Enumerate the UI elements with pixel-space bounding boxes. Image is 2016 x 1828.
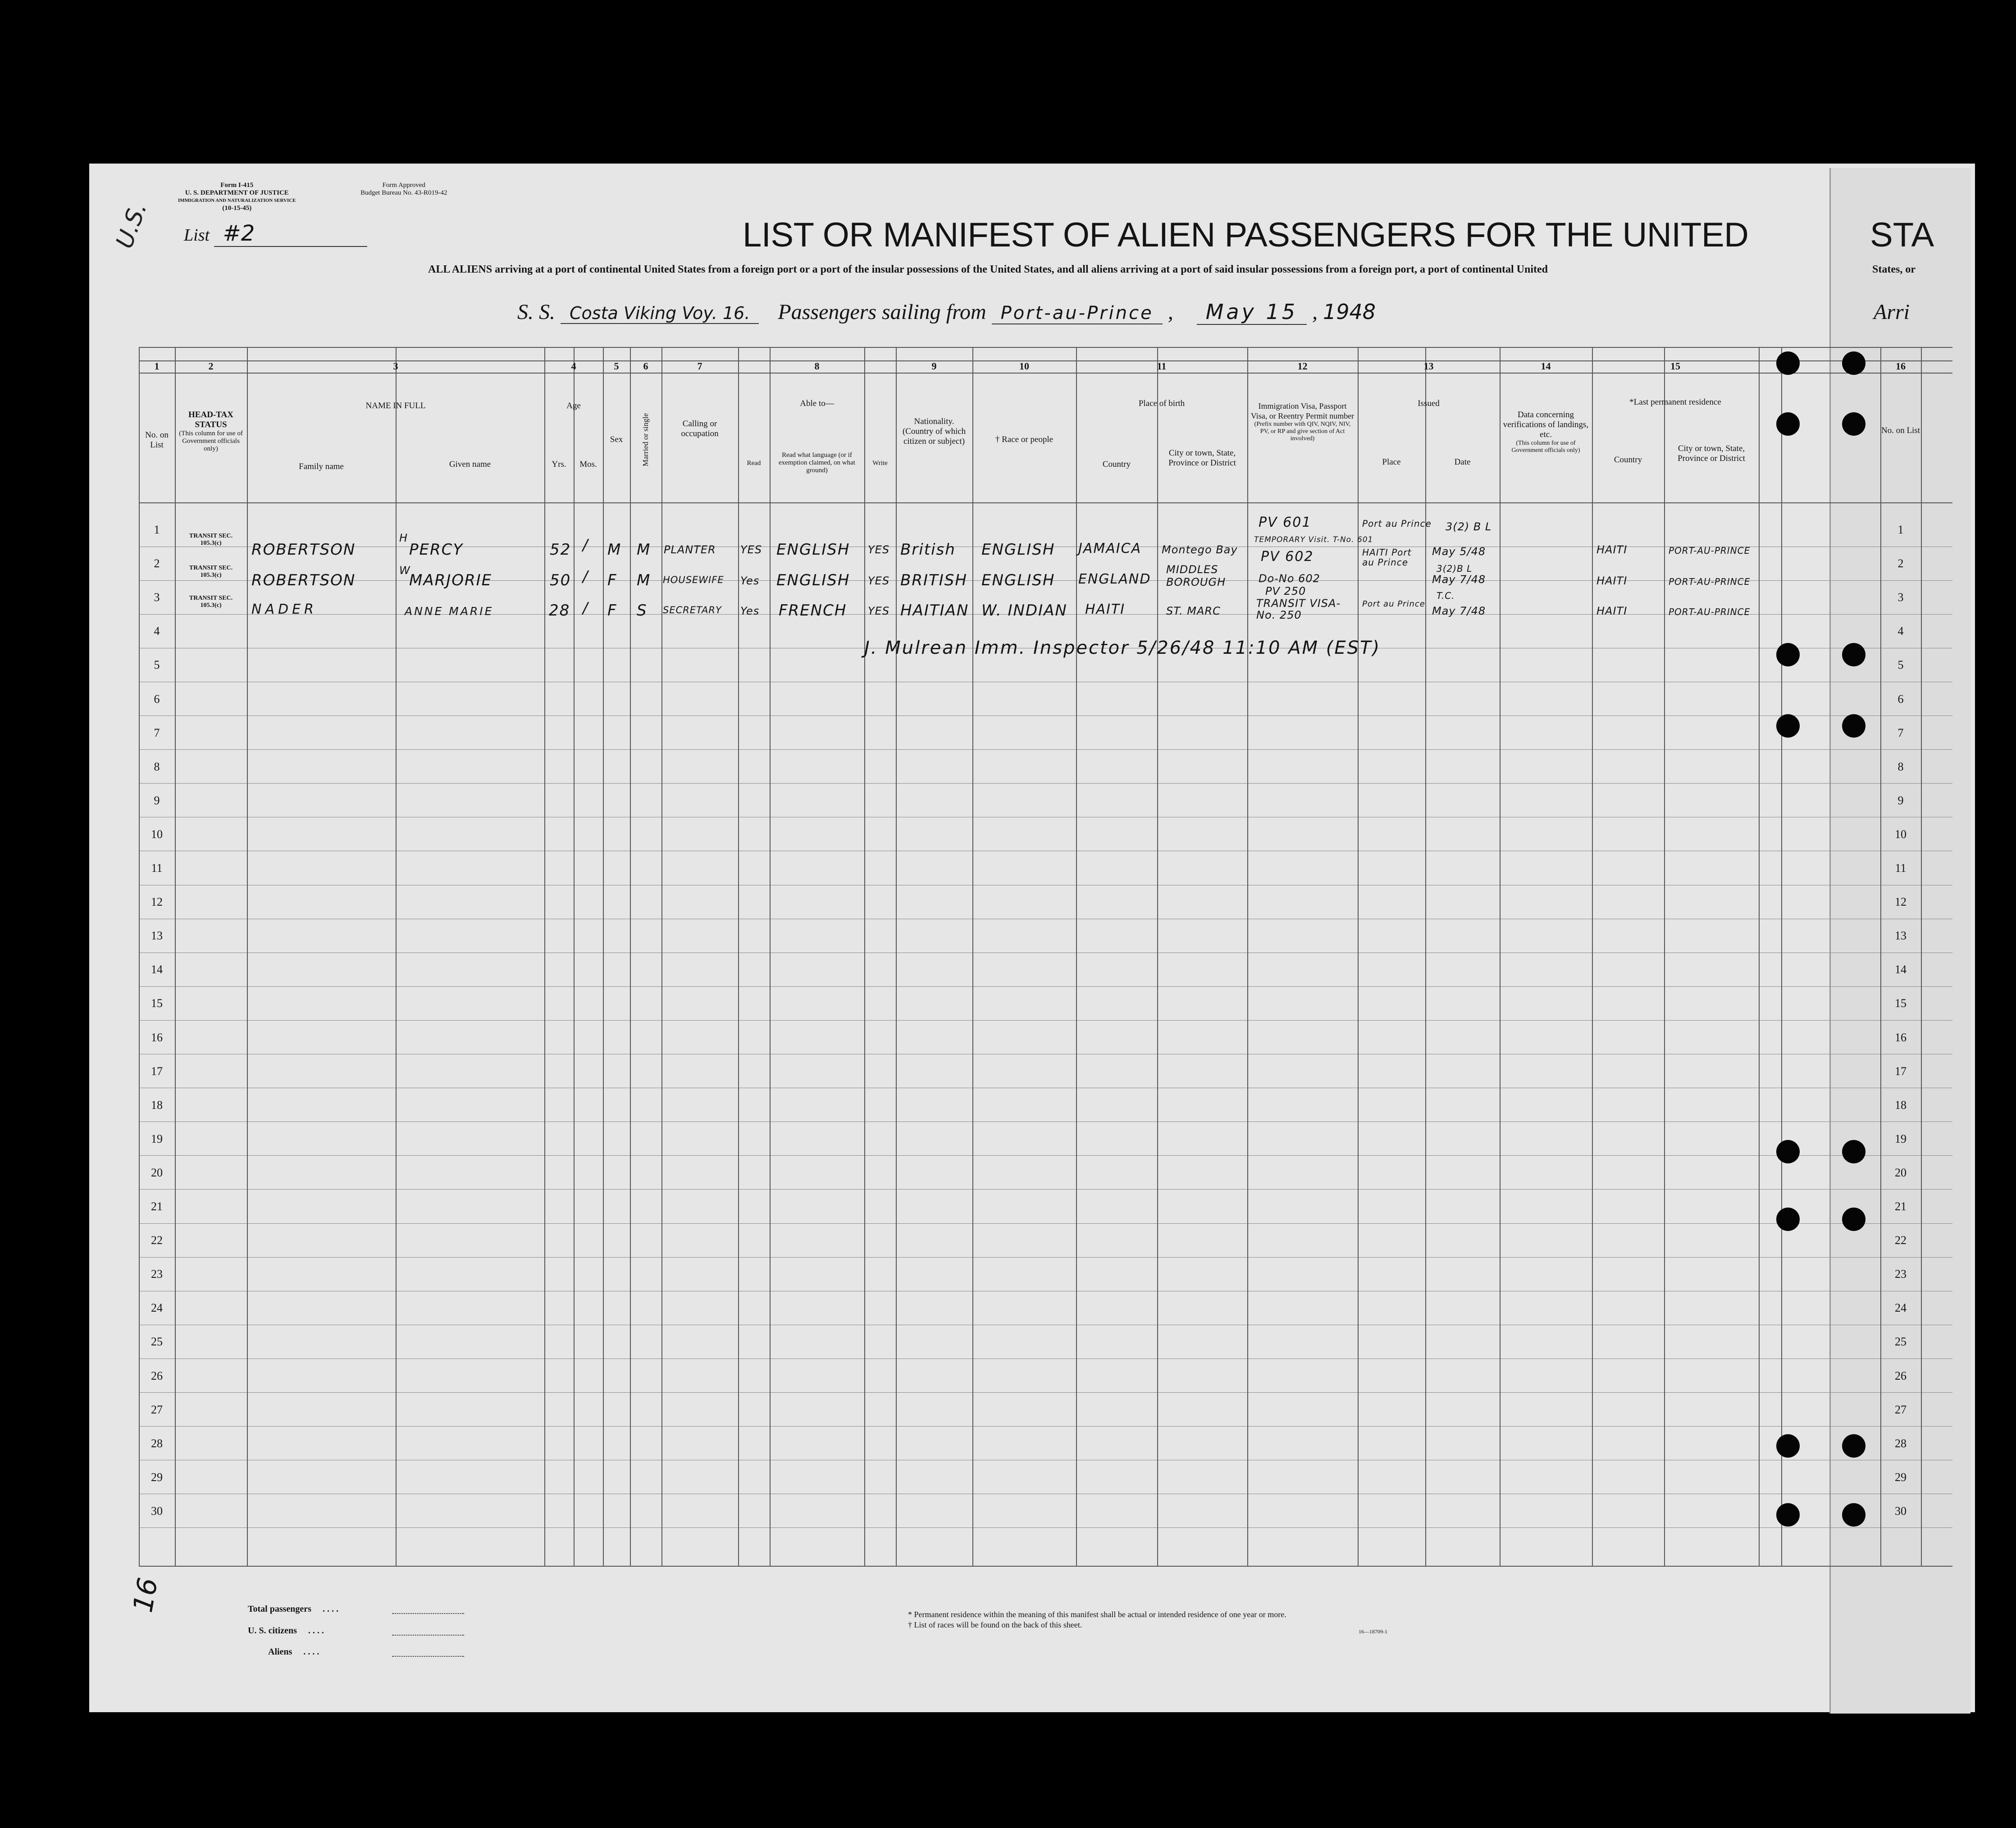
list-number: #2 <box>214 221 367 247</box>
birth-city-2: MIDDLES BOROUGH <box>1166 563 1226 588</box>
sailing-year: 1948 <box>1323 300 1376 324</box>
age-yrs-2: 50 <box>550 571 571 589</box>
row-number: 12 <box>151 895 163 909</box>
header-name-in-full: NAME IN FULL <box>365 401 426 410</box>
row-number-right: 22 <box>1895 1234 1907 1247</box>
row-number: 22 <box>151 1234 163 1247</box>
punch-hole <box>1776 412 1800 436</box>
landings-note: (This column for use of Government officials only) <box>1511 440 1580 454</box>
column-line <box>603 347 604 1566</box>
row-number-right: 14 <box>1895 963 1907 976</box>
column-line <box>1157 347 1158 1566</box>
given-mark-2: W <box>399 564 410 577</box>
column-line <box>1880 347 1881 1566</box>
row-number-right: 3 <box>1897 591 1904 604</box>
page-title-continued: STA <box>1870 216 1934 254</box>
footer-aliens-label: Aliens <box>268 1647 292 1657</box>
birth-city-3: ST. MARC <box>1166 605 1221 617</box>
res-city-1: PORT-AU-PRINCE <box>1669 545 1751 556</box>
row-number: 18 <box>151 1098 163 1112</box>
punch-hole <box>1776 1503 1800 1527</box>
given-name-1: PERCY <box>409 541 464 559</box>
res-city-2: PORT-AU-PRINCE <box>1669 576 1751 587</box>
column-line <box>1592 347 1593 1566</box>
footer-total-label: Total passengers <box>248 1604 311 1614</box>
res-country-1: HAITI <box>1596 543 1628 556</box>
race-3: W. INDIAN <box>981 602 1067 620</box>
page-title: LIST OR MANIFEST OF ALIEN PASSENGERS FOR THE UNITED <box>743 216 1749 254</box>
punch-hole <box>1842 351 1865 375</box>
write-2: YES <box>868 574 890 587</box>
head-tax-2: TRANSIT SEC. 105.3(c) <box>189 565 233 579</box>
footer-dots: . . . . <box>322 1604 338 1614</box>
race-2: ENGLISH <box>981 571 1055 589</box>
issued-place-3: Port au Prince <box>1362 599 1425 609</box>
manifest-table <box>139 347 1923 1568</box>
column-line <box>972 347 973 1566</box>
punch-hole <box>1776 1208 1800 1231</box>
age-mos-1: / <box>583 536 589 554</box>
colnum-9: 9 <box>931 360 937 372</box>
punch-hole <box>1776 351 1800 375</box>
punch-hole <box>1842 714 1865 738</box>
colnum-12: 12 <box>1297 360 1308 372</box>
header-able-to: Able to— <box>800 399 834 408</box>
write-3: YES <box>868 605 890 617</box>
visa-1: PV 601 <box>1259 515 1312 530</box>
row-number-right: 12 <box>1895 895 1907 909</box>
column-line <box>574 347 575 1566</box>
birth-country-1: JAMAICA <box>1078 541 1142 556</box>
grid-line <box>139 347 1952 348</box>
header-age: Age <box>566 401 581 410</box>
sailing-port: Port-au-Prince <box>992 303 1163 324</box>
row-line <box>139 1020 1952 1021</box>
row-number-right: 18 <box>1895 1098 1907 1112</box>
row-number: 4 <box>154 625 160 638</box>
row-number: 11 <box>151 862 163 875</box>
footer-citizens <box>248 1626 324 1636</box>
punch-hole <box>1842 1503 1865 1527</box>
column-line <box>661 347 662 1566</box>
punch-hole <box>1776 1140 1800 1163</box>
header-issued-date: Date <box>1454 457 1471 467</box>
footer-dots: . . . . <box>303 1647 319 1657</box>
header-married: Married or single <box>641 413 650 467</box>
row-number: 20 <box>151 1166 163 1179</box>
header-read-language: Read what language (or if exemption claimed, on what ground) <box>779 451 855 474</box>
row-line <box>139 1121 1952 1122</box>
write-1: YES <box>868 543 890 556</box>
row-line <box>139 1527 1952 1528</box>
row-number: 26 <box>151 1369 163 1382</box>
grid-line <box>139 502 1952 503</box>
row-line <box>139 749 1952 750</box>
calling-3: SECRETARY <box>663 605 722 615</box>
issued-date-3: May 7/48 <box>1432 605 1486 617</box>
inspector-note: J. Mulrean Imm. Inspector 5/26/48 11:10 AM (EST) <box>864 638 1381 658</box>
issued-b-3: 3(2)B L <box>1437 563 1473 574</box>
res-country-3: HAITI <box>1596 605 1628 617</box>
head-tax-note: (This column for use of Government officials only) <box>179 430 243 452</box>
row-number-right: 24 <box>1895 1301 1907 1315</box>
footer-citizens-label: U. S. citizens <box>248 1626 297 1636</box>
row-number: 13 <box>151 929 163 943</box>
row-number: 6 <box>154 692 160 706</box>
punch-hole <box>1842 1208 1865 1231</box>
header-mos: Mos. <box>579 460 597 469</box>
footer-dots: . . . . <box>308 1626 324 1636</box>
row-number-right: 17 <box>1895 1064 1907 1078</box>
row-number-right: 8 <box>1897 760 1904 773</box>
form-date-code: (10-15-45) <box>222 205 252 212</box>
row-number-right: 19 <box>1895 1132 1907 1145</box>
colnum-16: 16 <box>1896 360 1906 372</box>
row-number: 14 <box>151 963 163 976</box>
row-number-right: 16 <box>1895 1030 1907 1044</box>
footer-aliens <box>268 1647 319 1657</box>
column-line <box>738 347 739 1566</box>
row-line <box>139 1257 1952 1258</box>
header-write: Write <box>872 460 888 467</box>
form-number: Form I-415 <box>220 182 254 189</box>
birth-country-2: ENGLAND <box>1078 571 1151 587</box>
header-given-name: Given name <box>449 460 491 469</box>
row-number: 24 <box>151 1301 163 1315</box>
row-number-right: 9 <box>1897 793 1904 807</box>
row-number: 2 <box>154 557 160 570</box>
res-city-3: PORT-AU-PRINCE <box>1669 606 1751 617</box>
punch-hole <box>1842 1140 1865 1163</box>
header-calling: Calling or occupation <box>681 419 719 438</box>
row-number: 9 <box>154 793 160 807</box>
colnum-3: 3 <box>393 360 398 372</box>
budget-number: Budget Bureau No. 43-R019-42 <box>360 189 447 196</box>
header-issued-place: Place <box>1382 457 1401 467</box>
row-number-right: 13 <box>1895 929 1907 943</box>
header-race: † Race or people <box>995 435 1054 444</box>
footer-aliens-blank <box>392 1656 464 1657</box>
row-number: 5 <box>154 658 160 672</box>
punch-hole <box>1842 643 1865 666</box>
colnum-5: 5 <box>614 360 619 372</box>
department: U. S. DEPARTMENT OF JUSTICE <box>185 189 289 196</box>
column-line <box>396 347 397 1566</box>
row-number-right: 10 <box>1895 827 1907 841</box>
arriving-partial: Arri <box>1874 300 1910 324</box>
footer-total <box>248 1604 338 1614</box>
language-3: FRENCH <box>779 602 847 620</box>
colnum-4: 4 <box>571 360 576 372</box>
column-line <box>139 347 140 1566</box>
colnum-10: 10 <box>1019 360 1029 372</box>
header-nationality: Nationality. (Country of which citizen or subject) <box>902 417 966 446</box>
row-number-right: 30 <box>1895 1504 1907 1518</box>
read-1: YES <box>740 543 762 556</box>
given-name-3: ANNE MARIE <box>405 605 494 618</box>
column-line <box>630 347 631 1566</box>
column-line <box>1500 347 1501 1566</box>
column-line <box>770 347 771 1566</box>
colnum-8: 8 <box>814 360 820 372</box>
column-line <box>1076 347 1077 1566</box>
nationality-3: HAITIAN <box>900 602 969 620</box>
age-mos-2: / <box>583 568 589 586</box>
punch-hole <box>1776 1434 1800 1458</box>
subtitle-continued: States, or <box>1872 264 1916 275</box>
nationality-2: BRITISH <box>900 571 967 589</box>
given-name-2: MARJORIE <box>409 571 493 589</box>
margin-note-top: U.S. <box>111 198 153 252</box>
footer-code: 16—18709-1 <box>1359 1628 1387 1635</box>
issued-place-2: HAITI Port au Prince <box>1362 547 1412 568</box>
form-approval <box>360 182 447 197</box>
issued-date2-2: May 7/48 <box>1432 573 1486 586</box>
row-line <box>139 1223 1952 1224</box>
issued-place-1: Port au Prince <box>1362 518 1432 529</box>
language-1: ENGLISH <box>776 541 850 559</box>
header-birth-country: Country <box>1102 460 1131 469</box>
row-number-right: 1 <box>1897 523 1904 536</box>
visa-extra-3: TRANSIT VISA-No. 250 <box>1256 597 1341 621</box>
approved-text: Form Approved <box>382 182 425 189</box>
row-number: 28 <box>151 1436 163 1450</box>
row-number-right: 25 <box>1895 1335 1907 1349</box>
married-2: M <box>637 571 651 589</box>
punch-hole <box>1842 1434 1865 1458</box>
header-birth-city: City or town, State, Province or District <box>1168 448 1236 468</box>
family-name-1: ROBERTSON <box>251 541 356 559</box>
row-number: 30 <box>151 1504 163 1518</box>
visa-note: (Prefix number with QIV, NQIV, NIV, PV, or RP and give section of Act involved) <box>1254 421 1351 442</box>
row-number-right: 2 <box>1897 557 1904 570</box>
column-line <box>544 347 545 1566</box>
colnum-11: 11 <box>1157 360 1167 372</box>
colnum-13: 13 <box>1423 360 1434 372</box>
row-number-right: 4 <box>1897 625 1904 638</box>
issued-date-2: May 5/48 <box>1432 545 1486 558</box>
column-line <box>247 347 248 1566</box>
married-3: S <box>637 602 648 620</box>
header-res-city: City or town, State, Province or District <box>1678 444 1745 463</box>
calling-2: HOUSEWIFE <box>663 574 724 585</box>
row-number-right: 21 <box>1895 1200 1907 1213</box>
birth-country-3: HAITI <box>1085 602 1126 617</box>
header-read: Read <box>747 460 761 467</box>
header-head-tax <box>176 410 246 453</box>
row-number: 15 <box>151 997 163 1010</box>
footer-total-blank <box>392 1613 464 1614</box>
row-number: 8 <box>154 760 160 773</box>
punch-hole <box>1842 412 1865 436</box>
res-country-2: HAITI <box>1596 574 1628 587</box>
list-number-line <box>184 221 367 247</box>
header-landings <box>1502 410 1590 454</box>
column-line <box>864 347 865 1566</box>
row-number-right: 20 <box>1895 1166 1907 1179</box>
grid-line <box>139 373 1952 374</box>
row-number: 27 <box>151 1403 163 1416</box>
header-issued: Issued <box>1418 399 1440 408</box>
header-family-name: Family name <box>299 462 344 471</box>
row-number-right: 15 <box>1895 997 1907 1010</box>
row-number-right: 6 <box>1897 692 1904 706</box>
colnum-2: 2 <box>208 360 214 372</box>
row-number: 17 <box>151 1064 163 1078</box>
colnum-14: 14 <box>1541 360 1551 372</box>
visa-2: PV 602 <box>1261 549 1314 565</box>
ship-prefix: S. S. <box>517 300 555 324</box>
given-mark-1: H <box>399 532 408 544</box>
row-number: 29 <box>151 1470 163 1484</box>
sex-2: F <box>607 571 617 589</box>
row-line <box>139 1155 1952 1156</box>
sex-1: M <box>607 541 622 559</box>
read-2: Yes <box>740 574 760 587</box>
age-mos-3: / <box>583 599 589 617</box>
column-line <box>1425 347 1426 1566</box>
colnum-1: 1 <box>154 360 160 372</box>
row-number: 21 <box>151 1200 163 1213</box>
grid-line <box>139 1566 1952 1567</box>
row-line <box>139 1358 1952 1359</box>
header-no-on-list-right: No. on List <box>1881 426 1920 435</box>
visa-extra-2: Do-No 602 <box>1259 572 1320 585</box>
row-number: 19 <box>151 1132 163 1145</box>
row-line <box>139 986 1952 987</box>
header-sex: Sex <box>610 435 623 444</box>
row-number-right: 5 <box>1897 658 1904 672</box>
row-number-right: 27 <box>1895 1403 1907 1416</box>
row-number: 23 <box>151 1267 163 1281</box>
header-res-country: Country <box>1614 455 1642 465</box>
colnum-6: 6 <box>643 360 648 372</box>
column-line <box>175 347 176 1566</box>
header-last-residence: *Last permanent residence <box>1629 397 1721 407</box>
row-number-right: 23 <box>1895 1267 1907 1281</box>
row-number: 1 <box>154 523 160 536</box>
header-no-on-list: No. on List <box>145 430 169 450</box>
issued-date-1: 3(2) B L <box>1446 520 1492 533</box>
colnum-7: 7 <box>697 360 702 372</box>
married-1: M <box>637 541 651 559</box>
row-number-right: 28 <box>1895 1436 1907 1450</box>
read-3: Yes <box>740 605 760 617</box>
row-line <box>139 783 1952 784</box>
punch-hole <box>1776 714 1800 738</box>
family-name-3: NADER <box>251 602 317 617</box>
page-subtitle: ALL ALIENS arriving at a port of continental United States from a foreign port or a port of the insular possessions of the United States, and all aliens arriving at a port of said insular possessions from a foreign port, a port of continental United <box>428 264 1548 275</box>
age-yrs-1: 52 <box>550 541 571 559</box>
column-line <box>1664 347 1665 1566</box>
column-line <box>896 347 897 1566</box>
column-line <box>1247 347 1248 1566</box>
landings-title: Data concerning verifications of landings, etc. <box>1503 410 1589 439</box>
family-name-2: ROBERTSON <box>251 571 356 589</box>
header-visa <box>1250 401 1355 442</box>
column-line <box>1921 347 1922 1566</box>
header-place-of-birth: Place of birth <box>1138 399 1185 408</box>
punch-hole <box>1776 643 1800 666</box>
head-tax-1: TRANSIT SEC. 105.3(c) <box>189 533 233 547</box>
head-tax-3: TRANSIT SEC. 105.3(c) <box>189 595 233 609</box>
colnum-15: 15 <box>1670 360 1680 372</box>
row-line <box>139 1392 1952 1393</box>
row-line <box>139 1426 1952 1427</box>
row-number-right: 7 <box>1897 726 1904 739</box>
sailing-date: May 15 <box>1197 300 1307 325</box>
ship-line: S. S. Costa Viking Voy. 16. Passengers sailing from Port-au-Prince , May 15 , 1948 <box>517 300 1376 324</box>
row-number-right: 29 <box>1895 1470 1907 1484</box>
visa-title: Immigration Visa, Passport Visa, or Reentry Permit number <box>1250 401 1355 420</box>
column-line <box>1358 347 1359 1566</box>
calling-1: PLANTER <box>664 543 716 556</box>
row-number-right: 26 <box>1895 1369 1907 1382</box>
margin-note-bottom: 16 <box>127 1575 164 1615</box>
race-1: ENGLISH <box>981 541 1055 559</box>
column-line <box>1781 347 1782 1566</box>
sex-3: F <box>607 602 617 620</box>
row-number: 3 <box>154 591 160 604</box>
issued-tc-3: T.C. <box>1437 590 1455 601</box>
row-number: 7 <box>154 726 160 739</box>
visa-3: PV 250 <box>1265 585 1306 597</box>
visa-extra-1: TEMPORARY Visit. T-No. 601 <box>1254 535 1373 544</box>
row-number-right: 11 <box>1895 862 1907 875</box>
list-label: List <box>184 226 210 245</box>
header-yrs: Yrs. <box>552 460 566 469</box>
language-2: ENGLISH <box>776 571 850 589</box>
row-number: 10 <box>151 827 163 841</box>
age-yrs-3: 28 <box>549 602 570 620</box>
row-number: 16 <box>151 1030 163 1044</box>
head-tax-title: HEAD-TAX STATUS <box>188 410 233 429</box>
footnote-races: † List of races will be found on the back of this sheet. <box>908 1620 1082 1629</box>
column-line <box>1759 347 1760 1566</box>
birth-city-1: Montego Bay <box>1162 543 1238 556</box>
sailing-label: Passengers sailing from <box>778 300 986 324</box>
form-info <box>178 182 296 212</box>
row-number: 25 <box>151 1335 163 1349</box>
footnote-residence: * Permanent residence within the meaning of this manifest shall be actual or intended residence of one year or more. <box>908 1610 1286 1619</box>
row-line <box>139 1189 1952 1190</box>
footer-citizens-blank <box>392 1635 464 1636</box>
ship-name: Costa Viking Voy. 16. <box>561 303 759 324</box>
nationality-1: British <box>900 541 956 559</box>
service: IMMIGRATION AND NATURALIZATION SERVICE <box>178 198 296 203</box>
